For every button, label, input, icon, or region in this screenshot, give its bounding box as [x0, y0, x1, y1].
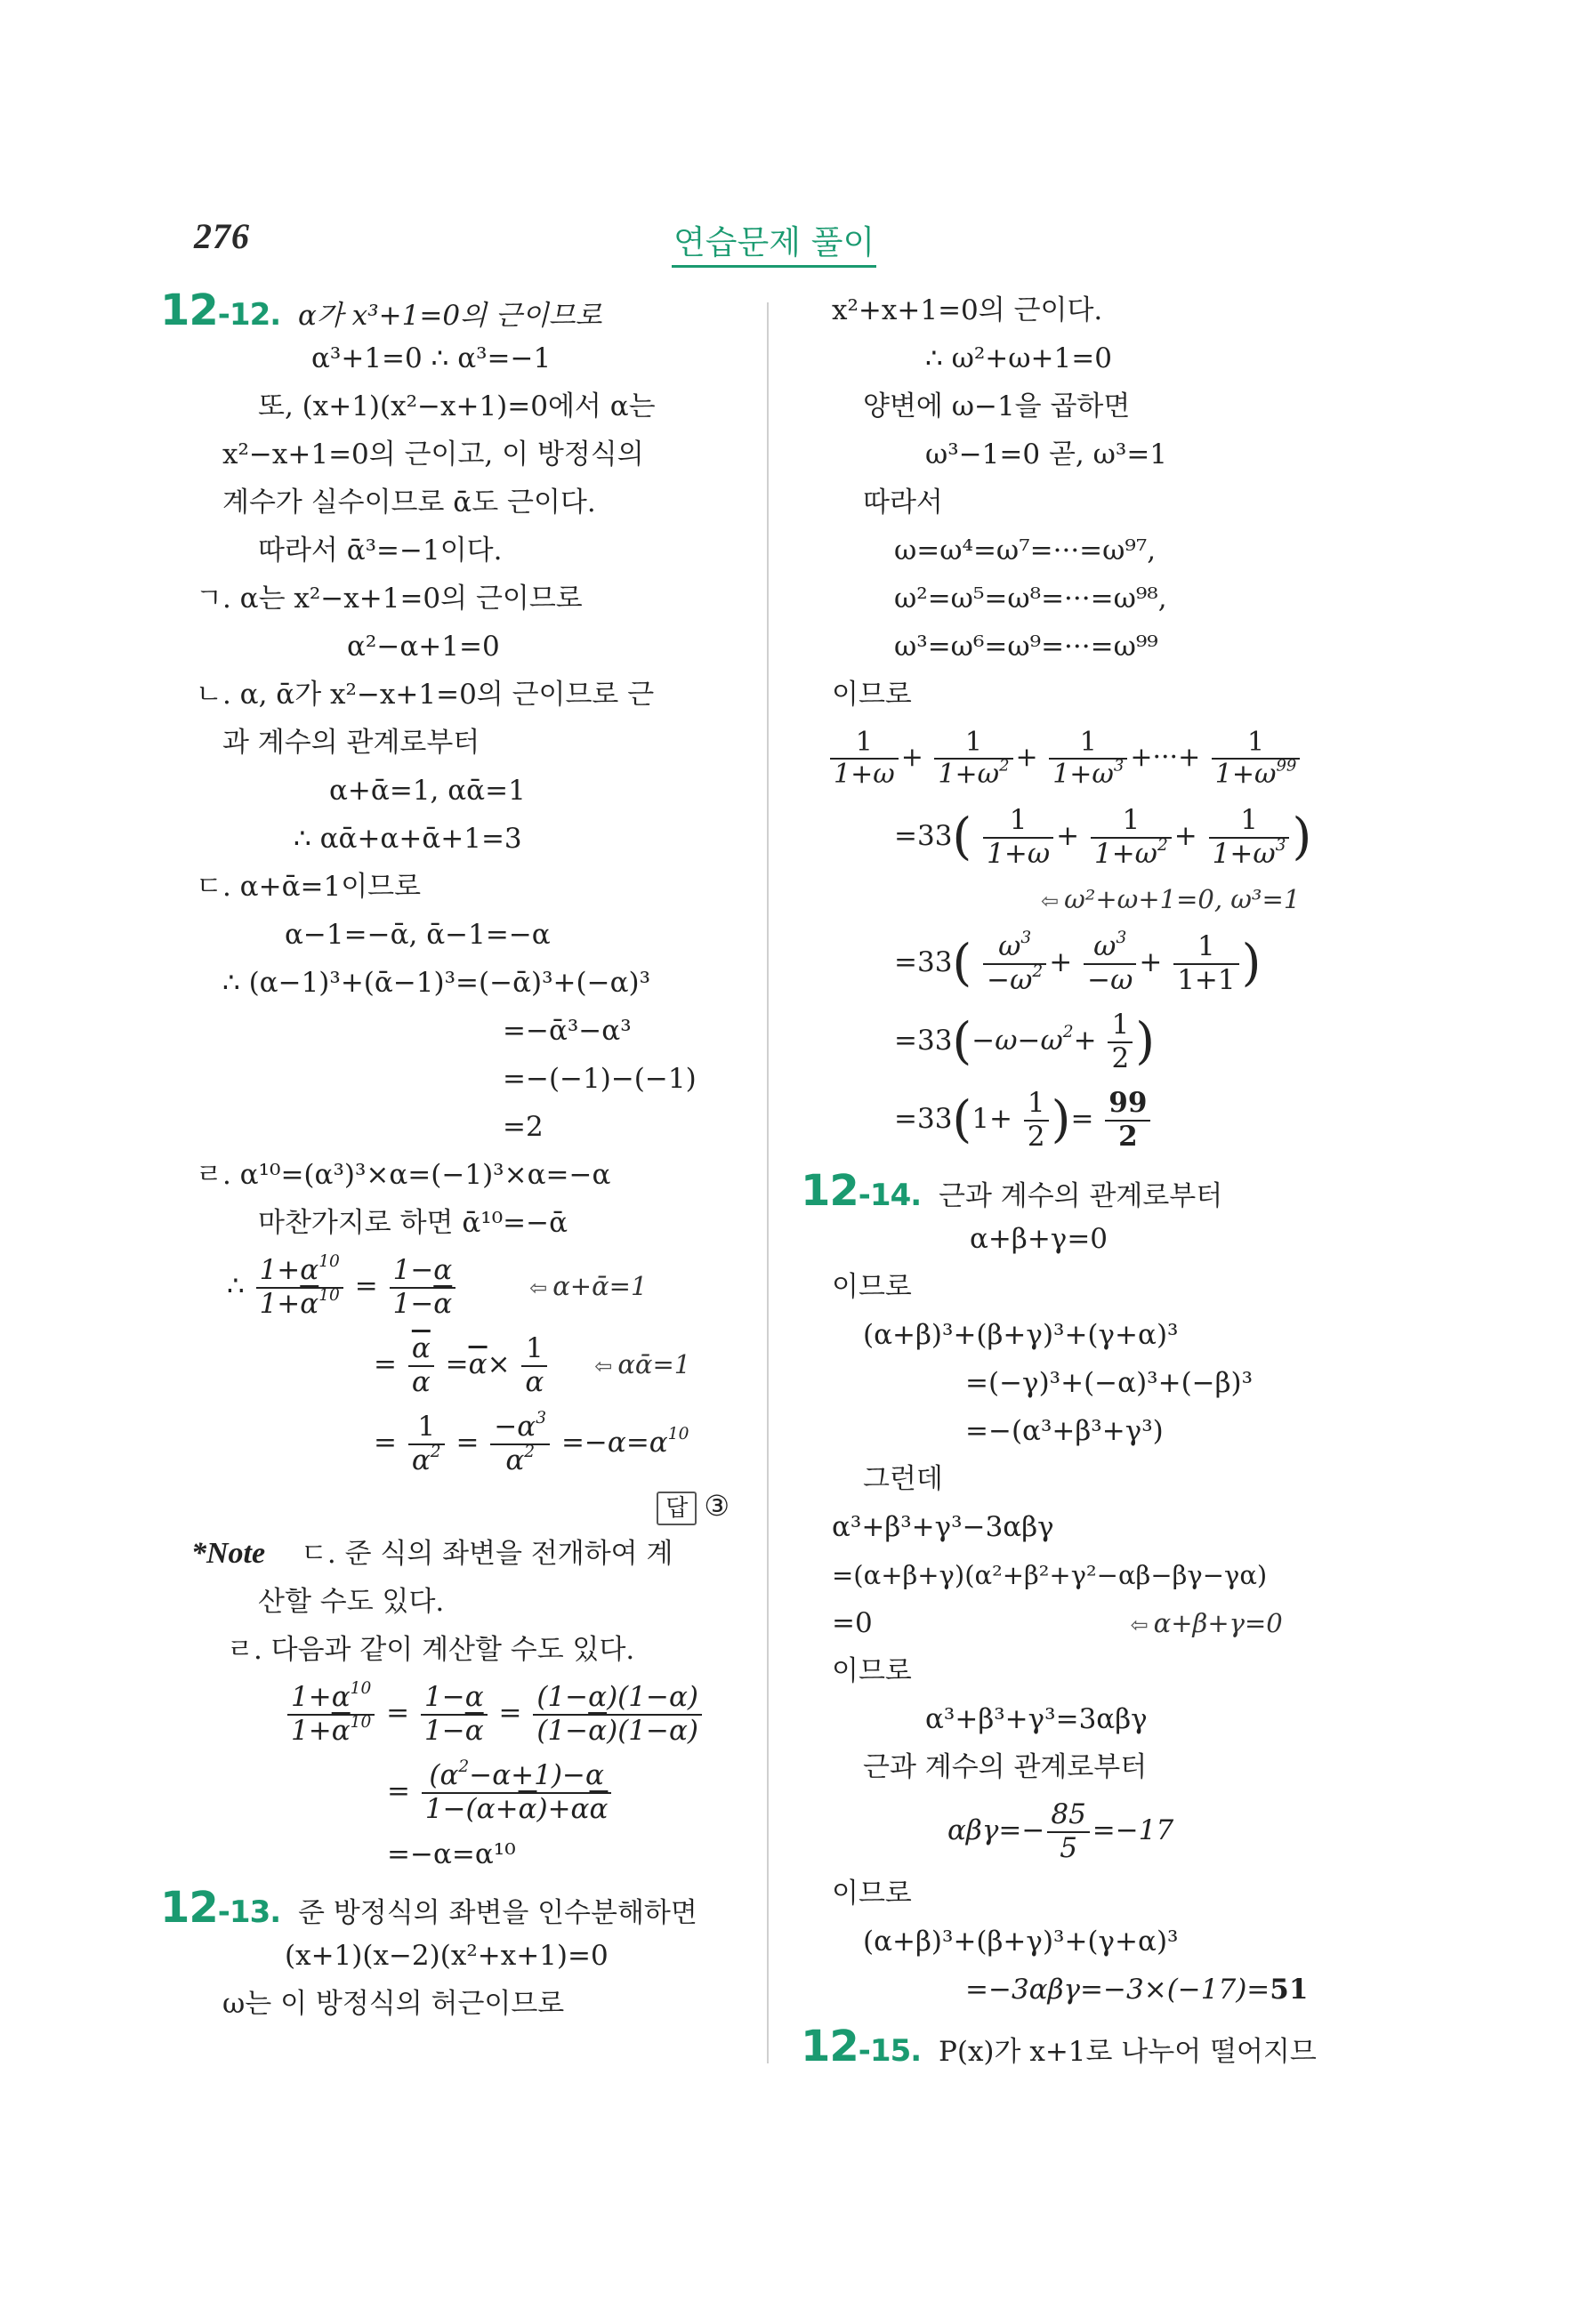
- math-line: ∴ (α−1)³+(ᾱ−1)³=(−ᾱ)³+(−α)³: [222, 967, 651, 999]
- math-line: α−1=−ᾱ, ᾱ−1=−α: [285, 919, 551, 951]
- fraction-line: =33( $\frac{\omega^3}{-\omega^2}$ + $\frac{\omega^3}{-\omega}$ + $\frac{1}{1+1}$ ): [894, 928, 1262, 996]
- fraction: $\frac{1-\alpha}{1-\overline{\alpha}}$: [390, 1255, 456, 1320]
- math-line: =−ᾱ³−α³: [503, 1015, 632, 1047]
- math-line: α+ᾱ=1, αᾱ=1: [329, 775, 526, 807]
- text-line: ω는 이 방정식의 허근이므로: [222, 1988, 565, 2020]
- math-line: [801, 1966, 1388, 2014]
- text-line: 이므로: [832, 1655, 912, 1687]
- problem-12-15-header: [801, 2022, 1388, 2071]
- math-line: (α+β)³+(β+γ)³+(γ+α)³: [863, 1926, 1179, 1958]
- fraction: $\frac{\overline{\alpha}}{\alpha}$: [408, 1333, 434, 1398]
- arrow-left-icon: ⇦: [529, 1275, 548, 1300]
- problem-number: 12-13.: [160, 1883, 281, 1933]
- hint-text: ω²+ω+1=0, ω³=1: [1064, 884, 1301, 914]
- text-line: x²−x+1=0의 근이고, 이 방정식의: [222, 438, 644, 470]
- column-divider: [767, 302, 769, 2063]
- hint-text: α+β+γ=0: [1153, 1608, 1283, 1638]
- math-line: (α+β)³+(β+γ)³+(γ+α)³: [863, 1319, 1179, 1351]
- fraction-line: $=33(-\omega-\omega^2+$ $\frac{1}{2}$ ): [894, 1008, 1156, 1074]
- fraction: $\frac{1}{1+\omega^2}$: [934, 728, 1012, 791]
- text-line: 양변에 ω−1을 곱하면: [863, 390, 1131, 422]
- math-text: αβγ=−: [947, 1814, 1045, 1846]
- text-line: 이므로: [832, 679, 912, 711]
- math-line: =−α=α¹⁰: [387, 1838, 516, 1870]
- math-line: α+β+γ=0: [970, 1223, 1108, 1255]
- fraction: $\frac{(1-\alpha)(1-\alpha)}{(1-\overline{\alpha})(1-\alpha)}$: [533, 1682, 702, 1747]
- math-line: (x+1)(x−2)(x²+x+1)=0: [285, 1940, 609, 1972]
- text-line: 그런데: [863, 1463, 943, 1495]
- result-fraction: $\frac{99}{2}$: [1105, 1088, 1150, 1153]
- text-line: P(x)가 x+1로 나누어 떨어지므: [939, 2036, 1317, 2068]
- text-line: 계수가 실수이므로 ᾱ도 근이다.: [222, 487, 596, 519]
- text-line: x²+x+1=0의 근이다.: [832, 294, 1103, 326]
- fraction: $\frac{\omega^3}{-\omega^2}$: [983, 931, 1046, 996]
- hint-text: αᾱ=1: [617, 1349, 691, 1379]
- text-line: 이므로: [832, 1271, 912, 1303]
- fraction: $\frac{1}{1+\omega^3}$: [1049, 728, 1127, 791]
- problem-12-14-header: [801, 1167, 1388, 1215]
- fraction-line: $\frac{1}{1+\omega}$ + $\frac{1}{1+\omega^2}$ + $\frac{1}{1+\omega^3}$ +···+ $\frac{1}{1+\omega^{99}}$: [801, 719, 1388, 797]
- math-line: ω³−1=0 곧, ω³=1: [925, 438, 1168, 470]
- arrow-left-icon: ⇦: [1130, 1612, 1149, 1637]
- fraction: $\frac{85}{5}$: [1047, 1799, 1089, 1864]
- note-header: [160, 1530, 756, 1578]
- fraction: $\frac{1}{2}$: [1108, 1009, 1133, 1074]
- math-line: ∴ αᾱ+α+ᾱ+1=3: [294, 823, 522, 855]
- math-text: =−17: [1092, 1814, 1174, 1846]
- fraction-line: [801, 1791, 1388, 1870]
- fraction-line: $\frac{1+\alpha^{10}}{1+\overline{\alpha}^{10}}$ = $\frac{1-\alpha}{1-\overline{\alpha}}$ = $\frac{(1-\alpha)(1-\alpha)}{(1-\overline{\alpha})(1-\alpha)}$: [160, 1674, 756, 1752]
- fraction-line: = $\frac{1}{\alpha^2}$ = $\frac{-\alpha^3}{\alpha^2}$ $=-\alpha=\alpha^{10}$: [374, 1408, 689, 1476]
- math-line: ω³=ω⁶=ω⁹=···=ω⁹⁹: [894, 631, 1158, 663]
- note-label: *Note: [191, 1537, 266, 1570]
- page-title: 연습문제 풀이: [672, 215, 876, 268]
- math-text: =0: [832, 1607, 873, 1639]
- math-line: =2: [503, 1111, 544, 1143]
- math-line: ω=ω⁴=ω⁷=···=ω⁹⁷,: [894, 535, 1157, 567]
- text-line: 준 방정식의 좌변을 인수분해하면: [298, 1897, 697, 1929]
- text-line: 따라서: [863, 487, 943, 519]
- page-number: 276: [194, 216, 250, 256]
- arrow-left-icon: ⇦: [594, 1354, 613, 1379]
- math-line: ㄹ. α¹⁰=(α³)³×α=(−1)³×α=−α: [196, 1159, 611, 1191]
- fraction: $\frac{\omega^3}{-\omega}$: [1084, 931, 1136, 996]
- fraction-line: = $\frac{\overline{\alpha}}{\alpha}$ $=\overline{\alpha}\times$ $\frac{1}{\alpha}$ ⇦ αᾱ=1: [374, 1331, 691, 1398]
- text-line: 또, (x+1)(x²−x+1)=0에서 α는: [258, 390, 656, 422]
- fraction-line: = $\frac{(\alpha^2-\alpha+1)-\alpha}{1-(\alpha+\overline{\alpha})+\alpha\overline{\alpha}}$: [160, 1752, 756, 1830]
- fraction: $\frac{1}{1+\omega^3}$: [1209, 805, 1290, 870]
- math-line: α³+β³+γ³=3αβγ: [925, 1703, 1148, 1735]
- text-line: 이므로: [832, 1878, 912, 1910]
- fraction: $\frac{-\alpha^3}{\alpha^2}$: [490, 1411, 550, 1476]
- result-value: 51: [1270, 1974, 1309, 2006]
- text-line: ㄹ. 다음과 같이 계산할 수도 있다.: [227, 1634, 635, 1666]
- text-line: ㄷ. 준 식의 좌변을 전개하여 계: [300, 1538, 673, 1570]
- text-line: 근과 계수의 관계로부터: [863, 1751, 1148, 1783]
- problem-number: 12-14.: [801, 1166, 922, 1216]
- text-line: 산할 수도 있다.: [258, 1586, 445, 1618]
- math-line: =(α+β+γ)(α²+β²+γ²−αβ−βγ−γα): [832, 1560, 1268, 1590]
- fraction: $\frac{(\alpha^2-\alpha+1)-\alpha}{1-(\alpha+\overline{\alpha})+\alpha\overline{\alpha}}$: [422, 1760, 612, 1825]
- math-line: =(−γ)³+(−α)³+(−β)³: [965, 1367, 1254, 1399]
- text-line: ㄱ. α는 x²−x+1=0의 근이므로: [196, 583, 583, 615]
- right-column: [801, 286, 1388, 2071]
- fraction: $\frac{1}{1+1}$: [1173, 931, 1238, 996]
- fraction: $\frac{1}{\alpha}$: [521, 1333, 547, 1398]
- arrow-left-icon: ⇦: [1041, 889, 1060, 913]
- text-line: 따라서 ᾱ³=−1이다.: [258, 535, 503, 567]
- fraction: $\frac{1}{1+\omega}$: [830, 728, 899, 791]
- hint-text: α+ᾱ=1: [552, 1271, 648, 1301]
- fraction-line: =33(1+ $\frac{1}{2}$ )= $\frac{99}{2}$: [801, 1080, 1388, 1158]
- math-line: ω²=ω⁵=ω⁸=···=ω⁹⁸,: [894, 583, 1167, 615]
- text-line: 마찬가지로 하면 ᾱ¹⁰=−ᾱ: [258, 1207, 568, 1239]
- math-line: ∴ ω²+ω+1=0: [925, 342, 1112, 374]
- problem-number: 12-15.: [801, 2022, 922, 2071]
- math-line: [801, 1599, 1388, 1647]
- hint-line: [801, 875, 1388, 923]
- fraction: $\frac{1}{\alpha^2}$: [408, 1411, 445, 1476]
- math-line: α³+1=0 ∴ α³=−1: [311, 342, 552, 374]
- math-line: =−(α³+β³+γ³): [965, 1415, 1164, 1447]
- problem-12-13-header: [160, 1884, 756, 1932]
- fraction-line: ∴ $\frac{1+\alpha^{10}}{1+\overline{\alpha}^{10}}$ = $\frac{1-\alpha}{1-\overline{\alpha}}$ ⇦ α+ᾱ=1: [227, 1251, 648, 1320]
- math-line: α³+β³+γ³−3αβγ: [832, 1511, 1054, 1543]
- math-line: α²−α+1=0: [347, 631, 500, 663]
- fraction: $\frac{1}{1+\omega^2}$: [1091, 805, 1172, 870]
- text-line: ㄷ. α+ᾱ=1이므로: [196, 871, 422, 903]
- answer-label: 답: [657, 1492, 697, 1525]
- fraction: $\frac{1+\alpha^{10}}{1+\overline{\alpha}^{10}}$: [256, 1255, 343, 1320]
- fraction: $\frac{1+\alpha^{10}}{1+\overline{\alpha}^{10}}$: [287, 1682, 375, 1747]
- text-line: 근과 계수의 관계로부터: [939, 1180, 1223, 1212]
- text-line: α가 x³+1=0의 근이므로: [298, 300, 602, 332]
- fraction: $\frac{1-\alpha}{1-\overline{\alpha}}$: [421, 1682, 488, 1747]
- fraction: $\frac{1}{2}$: [1024, 1088, 1049, 1153]
- answer-line: [160, 1482, 756, 1530]
- problem-12-12-header: [160, 286, 756, 334]
- problem-number: 12-12.: [160, 285, 281, 335]
- left-column: [160, 286, 756, 2028]
- fraction-line: =33( $\frac{1}{1+\omega}$ + $\frac{1}{1+\omega^2}$ + $\frac{1}{1+\omega^3}$ ): [894, 803, 1312, 870]
- text-line: 과 계수의 관계로부터: [222, 727, 480, 759]
- math-text: =−3αβγ=−3×(−17)=: [965, 1974, 1270, 2006]
- math-line: =−(−1)−(−1): [503, 1063, 697, 1095]
- text-line: ㄴ. α, ᾱ가 x²−x+1=0의 근이므로 근: [196, 679, 655, 711]
- answer-value: ③: [704, 1489, 730, 1523]
- fraction: $\frac{1}{1+\omega}$: [983, 805, 1053, 870]
- fraction: $\frac{1}{1+\omega^{99}}$: [1212, 728, 1301, 791]
